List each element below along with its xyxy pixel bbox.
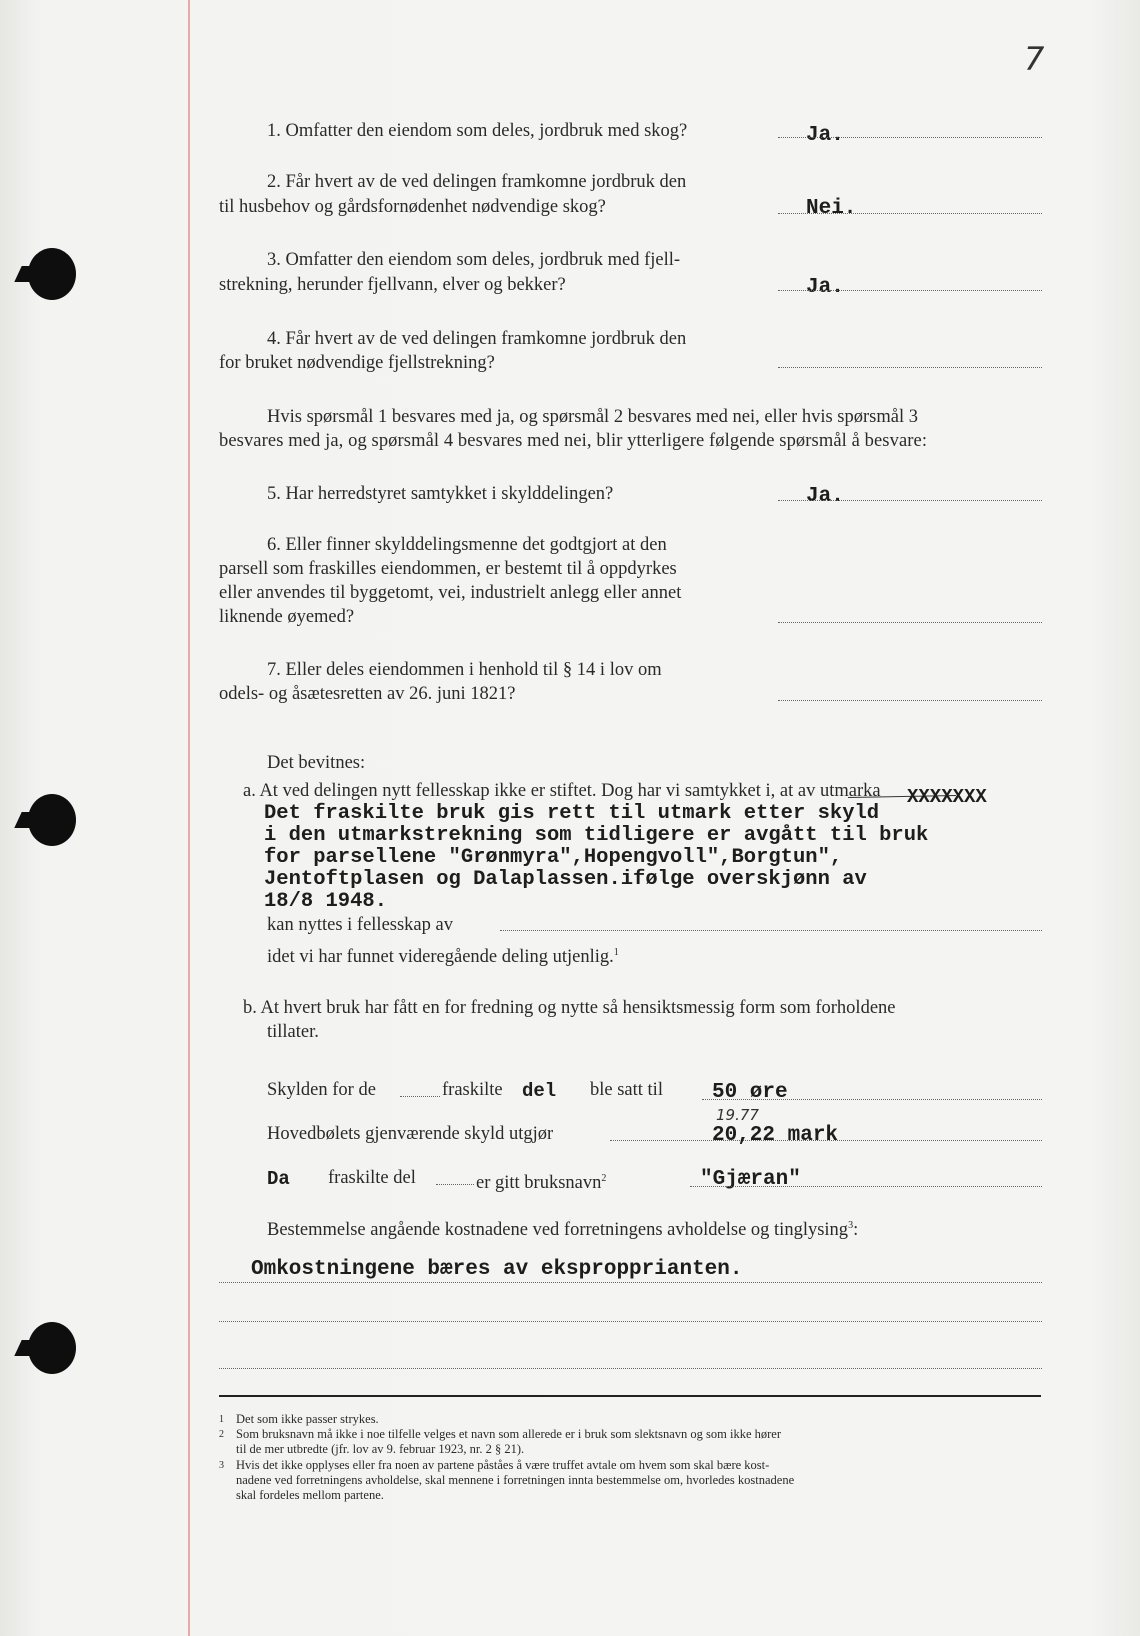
skyld-del: del xyxy=(522,1080,557,1102)
cost-label: Bestemmelse angående kostnadene ved forretningens avholdelse og tinglysing$^3$: xyxy=(267,1220,859,1241)
typed-line: 18/8 1948. xyxy=(264,890,388,913)
punch-hole xyxy=(28,248,76,300)
footnote-rule xyxy=(219,1395,1041,1397)
answer-line xyxy=(219,1368,1042,1369)
answer-line xyxy=(690,1186,1042,1187)
question-7-line2: odels- og åsætesretten av 26. juni 1821? xyxy=(219,684,516,704)
punch-hole xyxy=(28,794,76,846)
question-3-line1: 3. Omfatter den eiendom som deles, jordbruk med fjell- xyxy=(267,250,681,270)
question-6-line2: parsell som fraskilles eiendommen, er bestemt til å oppdyrkes xyxy=(219,559,677,579)
footnote-3: 3 Hvis det ikke opplyses eller fra noen av partene påståes å være truffet avtale om hvem som skal bære kost- nadene ved forretningens avholdelse, skal mennene i forretningen innta bestemmelse om, hvorledes kostnadene skal fordeles mellom partene. xyxy=(219,1458,795,1502)
footnote-2: 2 Som bruksnavn må ikke i noe tilfelle velges et navn som allerede er i bruk som slektsnavn og som ikke hører til de mer utbredte (jfr. lov av 9. februar 1923, nr. 2 § 21). xyxy=(219,1427,782,1456)
typed-line: i den utmarkstrekning som tidligere er avgått til bruk xyxy=(264,824,929,847)
answer-3: Ja. xyxy=(806,276,844,299)
question-2-line2: til husbehov og gårdsfornødenhet nødvendige skog? xyxy=(219,197,606,217)
answer-line xyxy=(778,622,1042,623)
answer-line xyxy=(219,1321,1042,1322)
footnote-1: 1 Det som ikke passer strykes. xyxy=(219,1412,379,1426)
answer-2: Nei. xyxy=(806,197,857,220)
question-6-line1: 6. Eller finner skylddelingsmenne det godtgjort at den xyxy=(267,535,667,555)
navn-prefix: Da xyxy=(267,1168,290,1190)
question-6-line4: liknende øyemed? xyxy=(219,607,355,627)
answer-1: Ja. xyxy=(806,124,844,147)
skyld-label2: fraskilte xyxy=(442,1080,503,1100)
handwritten-correction: 19.77 xyxy=(716,1106,759,1124)
page-number: 7 xyxy=(1024,40,1045,78)
attest-b-line1: b. At hvert bruk har fått en for fredning og nytte så hensiktsmessig form som forholdene xyxy=(243,998,896,1018)
answer-line xyxy=(702,1099,1042,1100)
attest-heading: Det bevitnes: xyxy=(267,753,366,773)
answer-line xyxy=(778,500,1042,501)
navn-label1: fraskilte del xyxy=(328,1168,416,1188)
typed-line: for parsellene "Grønmyra",Hopengvoll",Borgtun", xyxy=(264,846,843,869)
hoved-label: Hovedbølets gjenværende skyld utgjør xyxy=(267,1124,554,1144)
answer-line xyxy=(778,367,1042,368)
hoved-value: 20,22 mark xyxy=(712,1124,839,1147)
question-7-line1: 7. Eller deles eiendommen i henhold til § 14 i lov om xyxy=(267,660,662,680)
answer-line xyxy=(219,1282,1042,1283)
question-6-line3: eller anvendes til byggetomt, vei, industrielt anlegg eller annet xyxy=(219,583,682,603)
question-2-line1: 2. Får hvert av de ved delingen framkomne jordbruk den xyxy=(267,172,687,192)
fill-line xyxy=(400,1096,440,1097)
conditional-line2: besvares med ja, og spørsmål 4 besvares med nei, blir ytterligere følgende spørsmål å besvare: xyxy=(219,431,928,451)
cost-value: Omkostningene bæres av ekspropprianten. xyxy=(251,1258,743,1281)
attest-b-line2: tillater. xyxy=(267,1022,319,1042)
typed-line: Jentoftplasen og Dalaplassen.ifølge overskjønn av xyxy=(264,868,867,891)
answer-5: Ja. xyxy=(806,485,844,508)
skyld-label3: ble satt til xyxy=(590,1080,663,1100)
question-3-line2: strekning, herunder fjellvann, elver og bekker? xyxy=(219,275,566,295)
question-4-line1: 4. Får hvert av de ved delingen framkomne jordbruk den xyxy=(267,329,687,349)
skyld-label1: Skylden for de xyxy=(267,1080,376,1100)
fill-line xyxy=(436,1184,474,1185)
answer-line xyxy=(778,290,1042,291)
question-1: 1. Omfatter den eiendom som deles, jordbruk med skog? xyxy=(267,121,688,141)
navn-label2: er gitt bruksnavn$^2$ xyxy=(476,1173,607,1194)
conditional-line1: Hvis spørsmål 1 besvares med ja, og spørsmål 2 besvares med nei, eller hvis spørsmål 3 xyxy=(267,407,918,427)
question-4-line2: for bruket nødvendige fjellstrekning? xyxy=(219,353,495,373)
typed-utmark-clause xyxy=(264,803,928,913)
attest-a-end: idet vi har funnet videregående deling utjenlig.$^1$ xyxy=(267,947,619,968)
skyld-value: 50 øre xyxy=(712,1081,788,1104)
attest-a-used: kan nyttes i fellesskap av xyxy=(267,915,453,935)
answer-line xyxy=(778,137,1042,138)
punch-hole xyxy=(28,1322,76,1374)
bruksnavn: "Gjæran" xyxy=(700,1168,801,1191)
answer-line xyxy=(500,930,1042,931)
answer-line xyxy=(778,700,1042,701)
typed-line: Det fraskilte bruk gis rett til utmark etter skyld xyxy=(264,802,880,825)
margin-line xyxy=(188,0,190,1636)
question-5: 5. Har herredstyret samtykket i skylddelingen? xyxy=(267,484,614,504)
attest-a-line: a. At ved delingen nytt fellesskap ikke er stiftet. Dog har vi samtykket i, at av utmarka xyxy=(243,781,881,801)
answer-line xyxy=(778,213,1042,214)
struck-text: XXXXXXX xyxy=(907,786,987,808)
